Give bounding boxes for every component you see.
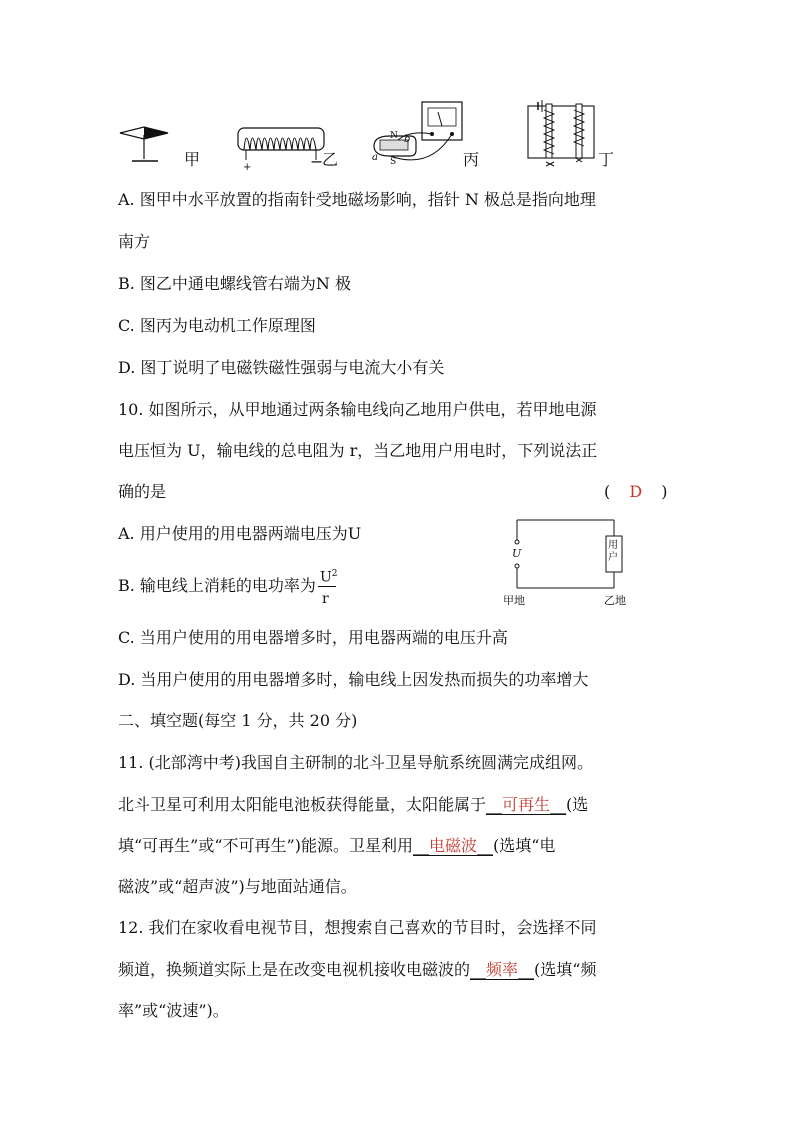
power-fraction [316, 569, 338, 607]
q12-line3: 率”或“波速”)。 [118, 1001, 229, 1020]
blank-pad: __ [486, 795, 503, 814]
q10-option-b-text: B. 输电线上消耗的电功率为 [118, 576, 316, 595]
fraction-denominator: r [321, 591, 329, 607]
fraction-exponent: 2 [331, 569, 338, 579]
q11-line4: 磁波”或“超声波”)与地面站通信。 [118, 877, 357, 896]
q11-line3 [118, 836, 555, 856]
magnet-n-label: N [390, 131, 398, 141]
blank-pad: __ [476, 836, 493, 855]
figure-ding-electromagnets [524, 100, 604, 166]
figure-jia-compass [118, 125, 178, 165]
q11-line3-pre: 填“可再生”或“不可再生”)能源。卫星利用 [118, 836, 413, 855]
solenoid-minus-sign: − [310, 152, 324, 171]
q10-stem-line3: 确的是 [118, 482, 167, 501]
q9-option-c: C. 图丙为电动机工作原理图 [118, 316, 316, 335]
blank-pad: __ [470, 960, 487, 979]
circuit-yi-label: 乙地 [604, 594, 626, 607]
q12-line2 [118, 960, 596, 980]
q11-answer1: 可再生 [502, 795, 551, 814]
q10-option-a: A. 用户使用的用电器两端电压为U [118, 524, 362, 543]
circuit-jia-label: 甲地 [503, 594, 525, 607]
q11-blank1 [486, 795, 566, 814]
q12-line2-post: (选填“频 [534, 960, 597, 979]
wire-b-label: b [404, 134, 411, 145]
q10-stem-line1: 10. 如图所示，从甲地通过两条输电线向乙地用户供电，若甲地电源 [118, 400, 597, 419]
figure-label-ding: 丁 [598, 150, 615, 169]
q10-answer: D [629, 482, 643, 501]
q10-option-c: C. 当用户使用的用电器增多时，用电器两端的电压升高 [118, 628, 508, 647]
solenoid-plus-sign: + [243, 162, 252, 173]
q11-blank2 [413, 836, 493, 855]
q9-option-d: D. 图丁说明了电磁铁磁性强弱与电流大小有关 [118, 358, 445, 377]
q10-option-d: D. 当用户使用的用电器增多时，输电线上因发热而损失的功率增大 [118, 670, 589, 689]
q12-line2-pre: 频道，换频道实际上是在改变电视机接收电磁波的 [118, 960, 471, 979]
q10-option-b [118, 569, 338, 607]
q11-line3-post: (选填“电 [492, 836, 556, 855]
q9-option-a-line1: A. 图甲中水平放置的指南针受地磁场影响，指针 N 极总是指向地理 [118, 190, 596, 209]
q12-blank [470, 960, 534, 979]
paren-open: ( [604, 482, 611, 501]
blank-pad: __ [518, 960, 535, 979]
circuit-user-box-label: 用户 [608, 540, 618, 563]
blank-pad: __ [550, 795, 567, 814]
wire-a-label: a [372, 152, 378, 163]
circuit-u-label: U [512, 547, 522, 560]
fraction-numerator: U [319, 569, 332, 586]
q11-answer2: 电磁波 [428, 836, 477, 855]
q11-line2 [118, 795, 588, 815]
q11-line2-post: (选 [566, 795, 589, 814]
q12-line1: 12. 我们在家收看电视节目，想搜索自己喜欢的节目时，会选择不同 [118, 918, 597, 937]
q9-option-b: B. 图乙中通电螺线管右端为N 极 [118, 274, 352, 293]
q10-stem-line2: 电压恒为 U，输电线的总电阻为 r，当乙地用户用电时，下列说法正 [118, 441, 598, 460]
q10-answer-bracket [604, 482, 668, 502]
q9-option-a-line2: 南方 [118, 232, 151, 251]
figure-label-bing: 丙 [463, 150, 480, 169]
blank-pad: __ [412, 836, 429, 855]
figure-bing-generator [370, 100, 470, 164]
figure-label-jia: 甲 [184, 150, 201, 169]
q11-line1: 11. (北部湾中考)我国自主研制的北斗卫星导航系统圆满完成组网。 [118, 753, 594, 772]
magnet-s-label: S [390, 157, 397, 167]
q11-line2-pre: 北斗卫星可利用太阳能电池板获得能量，太阳能属于 [118, 795, 487, 814]
q12-answer: 频率 [486, 960, 519, 979]
paren-close: ) [661, 482, 668, 501]
figure-label-yi: 乙 [322, 150, 339, 169]
section-title: 二、填空题(每空 1 分，共 20 分) [118, 711, 358, 730]
